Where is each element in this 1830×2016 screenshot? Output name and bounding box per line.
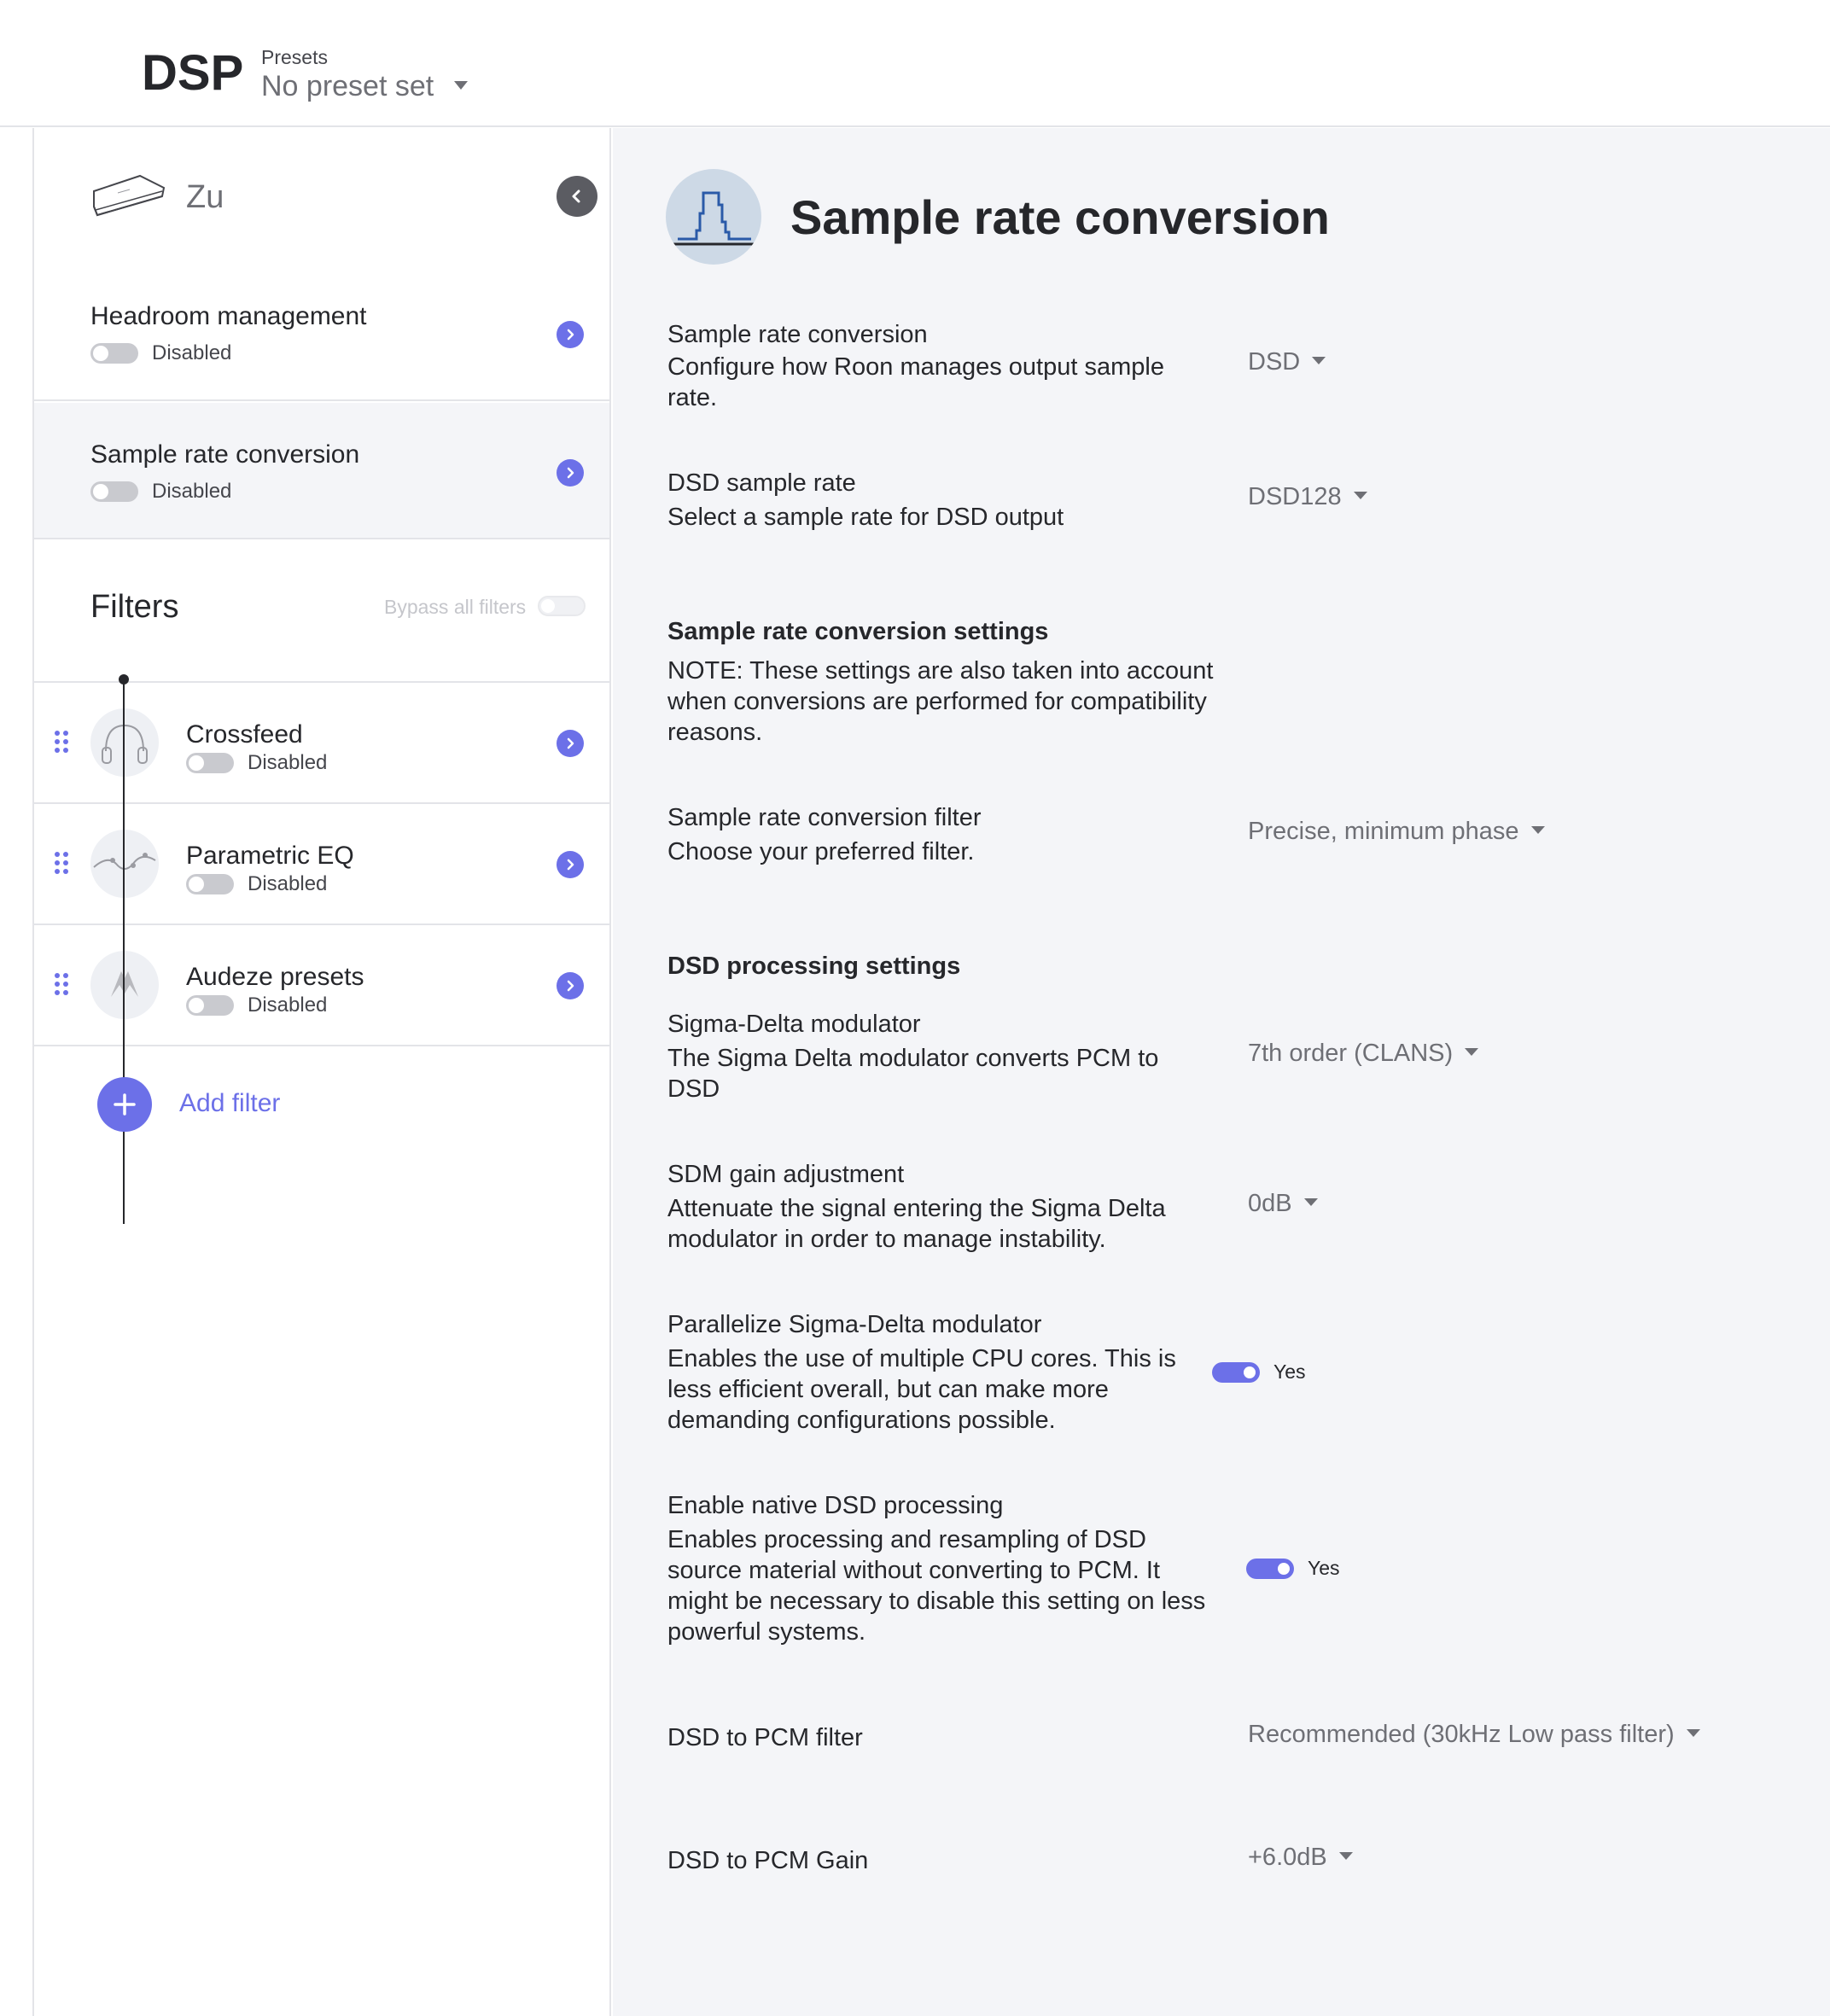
caret-down-icon	[1339, 1852, 1353, 1860]
filters-title: Filters	[90, 589, 179, 625]
zone-row	[34, 128, 609, 265]
setting-label: Sample rate conversion filter	[667, 804, 982, 831]
setting-desc: The Sigma Delta modulator converts PCM to	[667, 1045, 1159, 1072]
add-filter-button[interactable]	[97, 1077, 152, 1132]
filter-status: Disabled	[248, 751, 328, 774]
setting-desc: might be necessary to disable this setting on less	[667, 1588, 1206, 1615]
toggle-state: Yes	[1308, 1557, 1340, 1579]
setting-label: Sigma-Delta modulator	[667, 1011, 921, 1038]
sdm-gain-dropdown[interactable]	[1248, 1190, 1318, 1218]
dropdown-value: Precise, minimum phase	[1248, 818, 1519, 845]
setting-desc: when conversions are performed for compatibility	[667, 688, 1207, 715]
setting-desc: reasons.	[667, 719, 763, 746]
sidebar	[32, 128, 611, 2016]
caret-down-icon	[454, 81, 468, 90]
plus-icon	[112, 1092, 137, 1117]
headroom-open-button[interactable]	[557, 321, 584, 348]
dsd-pcm-filter-dropdown[interactable]	[1248, 1721, 1700, 1749]
caret-down-icon	[1304, 1198, 1318, 1206]
stage-row-sample-rate[interactable]	[34, 403, 609, 539]
native-dsd-toggle[interactable]	[1246, 1559, 1294, 1579]
setting-desc: demanding configurations possible.	[667, 1407, 1056, 1434]
audeze-toggle[interactable]	[186, 995, 234, 1016]
drag-handle-icon[interactable]	[55, 852, 68, 874]
header	[0, 0, 1830, 127]
section-heading: Sample rate conversion settings	[667, 618, 1049, 645]
caret-down-icon	[1354, 492, 1367, 499]
filter-title: Parametric EQ	[186, 842, 354, 870]
setting-desc: Select a sample rate for DSD output	[667, 504, 1064, 531]
eq-curve-icon	[90, 830, 159, 898]
dropdown-value: 0dB	[1248, 1190, 1292, 1217]
zone-name: Zu	[186, 179, 224, 215]
dropdown-value: +6.0dB	[1248, 1844, 1327, 1871]
filter-chain-line	[123, 678, 125, 1224]
dsd-rate-dropdown[interactable]	[1248, 483, 1367, 511]
setting-label: Sample rate conversion	[667, 321, 928, 348]
dropdown-value: DSD	[1248, 348, 1301, 376]
sdm-dropdown[interactable]	[1248, 1040, 1478, 1068]
setting-label: DSD to PCM filter	[667, 1724, 863, 1751]
toggle-state: Yes	[1273, 1361, 1306, 1383]
setting-label: DSD to PCM Gain	[667, 1847, 869, 1874]
caret-down-icon	[1531, 826, 1545, 834]
add-filter-link[interactable]: Add filter	[179, 1089, 281, 1117]
device-icon	[90, 172, 169, 220]
dsd-pcm-gain-dropdown[interactable]	[1248, 1844, 1353, 1872]
src-filter-dropdown[interactable]	[1248, 818, 1545, 846]
parallelize-toggle[interactable]	[1212, 1362, 1260, 1383]
audeze-open-button[interactable]	[557, 972, 584, 999]
caret-down-icon	[1465, 1048, 1478, 1056]
dropdown-value: Recommended (30kHz Low pass filter)	[1248, 1721, 1675, 1748]
filters-header	[34, 538, 609, 683]
filter-title: Audeze presets	[186, 963, 364, 991]
setting-desc: source material without converting to PCM. It	[667, 1557, 1161, 1584]
setting-desc: rate.	[667, 384, 718, 411]
setting-desc: Enables processing and resampling of DSD	[667, 1526, 1146, 1553]
stage-title: Sample rate conversion	[90, 440, 360, 469]
chevron-right-icon	[563, 979, 577, 993]
setting-desc: Choose your preferred filter.	[667, 838, 975, 865]
crossfeed-open-button[interactable]	[557, 730, 584, 757]
crossfeed-toggle[interactable]	[186, 753, 234, 773]
filter-row-parametric-eq[interactable]	[34, 804, 609, 925]
filter-status: Disabled	[248, 872, 328, 895]
setting-desc: Enables the use of multiple CPU cores. This is	[667, 1345, 1176, 1372]
caret-down-icon	[1687, 1729, 1700, 1737]
setting-desc: Attenuate the signal entering the Sigma Delta	[667, 1195, 1166, 1222]
parametric-eq-toggle[interactable]	[186, 874, 234, 894]
headphones-icon	[90, 708, 159, 777]
chevron-right-icon	[563, 328, 577, 341]
stage-status: Disabled	[152, 341, 232, 364]
filter-status: Disabled	[248, 993, 328, 1017]
stage-status: Disabled	[152, 480, 232, 503]
dropdown-value: 7th order (CLANS)	[1248, 1040, 1454, 1067]
chevron-left-icon	[568, 188, 586, 205]
presets-dropdown[interactable]	[261, 70, 468, 103]
filter-row-audeze[interactable]	[34, 925, 609, 1046]
setting-label: SDM gain adjustment	[667, 1161, 905, 1188]
sample-rate-icon	[666, 169, 761, 265]
page-title: DSP	[142, 45, 244, 101]
presets-value: No preset set	[261, 70, 434, 102]
bypass-all-toggle[interactable]	[538, 596, 586, 616]
stage-title: Headroom management	[90, 302, 367, 330]
setting-desc: modulator in order to manage instability.	[667, 1226, 1106, 1253]
setting-desc: powerful systems.	[667, 1618, 866, 1646]
setting-label: Enable native DSD processing	[667, 1492, 1004, 1519]
setting-desc: DSD	[667, 1075, 720, 1103]
sample-rate-toggle[interactable]	[90, 481, 138, 502]
parametric-eq-open-button[interactable]	[557, 851, 584, 878]
audeze-logo-icon	[90, 951, 159, 1019]
caret-down-icon	[1312, 357, 1326, 364]
collapse-button[interactable]	[557, 176, 597, 217]
setting-desc: less efficient overall, but can make more	[667, 1376, 1109, 1403]
bypass-label: Bypass all filters	[384, 596, 527, 618]
chevron-right-icon	[563, 737, 577, 750]
setting-desc: NOTE: These settings are also taken into account	[667, 657, 1214, 685]
filter-chain-start-dot	[119, 674, 129, 685]
sample-rate-open-button[interactable]	[557, 459, 584, 487]
panel-title: Sample rate conversion	[790, 190, 1330, 244]
filter-row-crossfeed[interactable]	[34, 683, 609, 804]
chevron-right-icon	[563, 466, 577, 480]
chevron-right-icon	[563, 858, 577, 871]
main-panel	[613, 128, 1830, 2016]
dropdown-value: DSD128	[1248, 483, 1342, 510]
headroom-toggle[interactable]	[90, 343, 138, 364]
setting-desc: Configure how Roon manages output sample	[667, 353, 1164, 381]
src-mode-dropdown[interactable]	[1248, 348, 1326, 376]
setting-label: Parallelize Sigma-Delta modulator	[667, 1311, 1042, 1338]
stage-row-headroom[interactable]	[34, 265, 609, 401]
setting-label: DSD sample rate	[667, 469, 856, 497]
section-heading: DSD processing settings	[667, 953, 961, 980]
drag-handle-icon[interactable]	[55, 973, 68, 995]
filter-title: Crossfeed	[186, 720, 303, 749]
presets-label: Presets	[261, 46, 328, 68]
drag-handle-icon[interactable]	[55, 731, 68, 753]
